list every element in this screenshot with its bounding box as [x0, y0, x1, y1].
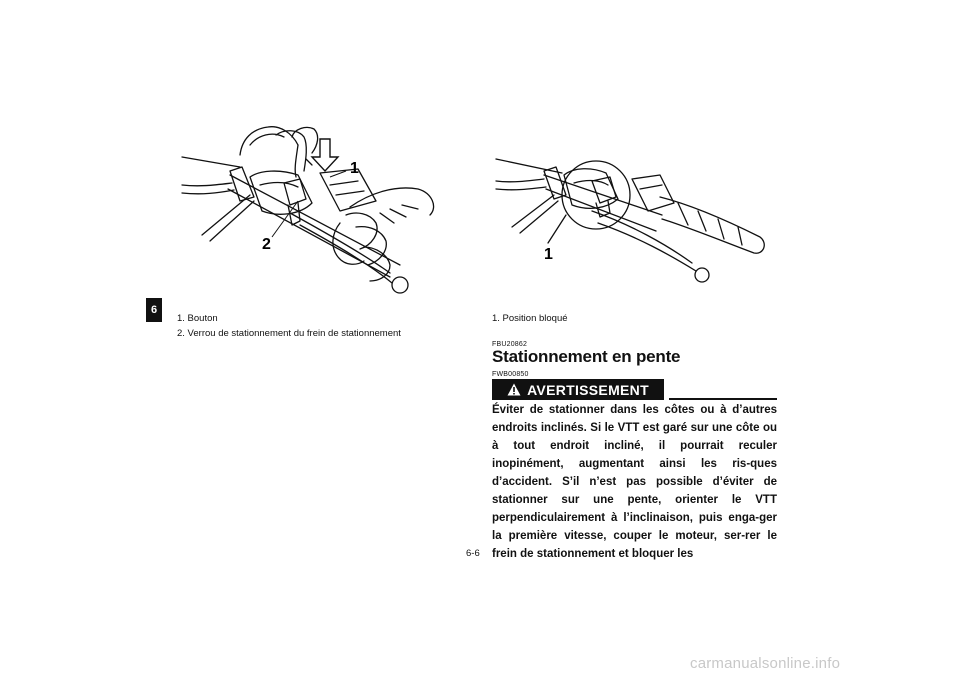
left-figure-captions	[177, 311, 401, 341]
callout-2: 2	[262, 236, 271, 253]
warning-code: FWB00850	[492, 371, 529, 378]
warning-label: AVERTISSEMENT	[527, 381, 649, 398]
brake-lock-button-illustration	[180, 115, 440, 305]
caption-item: 1. Position bloqué	[492, 313, 568, 324]
section-code: FBU20862	[492, 341, 528, 348]
warning-divider	[669, 398, 777, 400]
section-title: Stationnement en pente	[492, 347, 681, 366]
caption-item: 1. Bouton	[177, 313, 218, 324]
warning-text: Éviter de stationner dans les côtes ou à d’autres endroits inclinés. Si le VTT est garé sur une côte ou à tout endroit incliné, il pourrait reculer inopinément, augmentant ainsi les ris-ques d’accident. S’il n’est pas possible d’éviter de stationner sur une pente, orienter le VTT perpendiculairement à l’inclinaison, puis enga-ger la première vitesse, couper le moteur, ser-rer le frein de stationnement et bloquer les	[492, 404, 777, 560]
callout-1: 1	[350, 160, 359, 177]
page-number: 6-6	[466, 548, 480, 559]
warning-icon	[507, 383, 521, 396]
caption-item: 2. Verrou de stationnement du frein de stationnement	[177, 328, 401, 339]
brake-lock-position-illustration	[492, 145, 777, 305]
warning-banner	[492, 379, 664, 400]
right-figure-captions	[492, 311, 568, 326]
watermark: carmanualsonline.info	[690, 655, 841, 672]
chapter-tab: 6	[146, 298, 162, 322]
callout-1: 1	[544, 246, 553, 263]
